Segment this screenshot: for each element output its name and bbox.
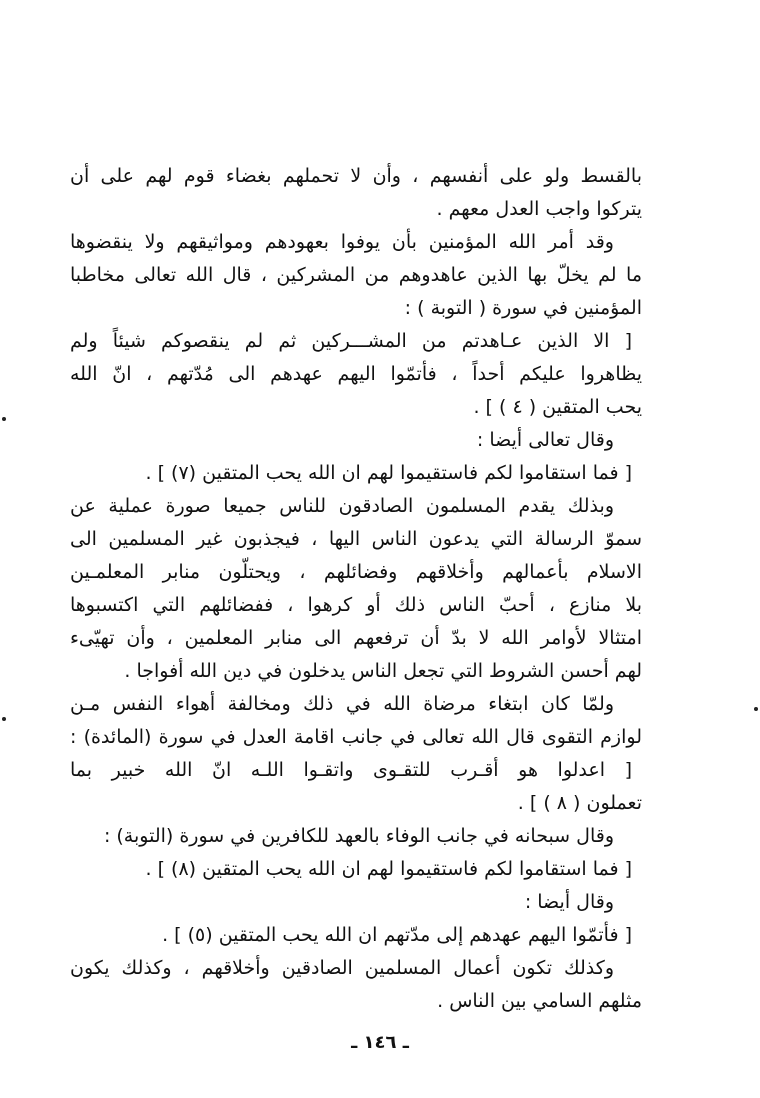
quran-verse-line: يحب المتقين ( ٤ ) ] . (473, 396, 642, 418)
text-line: بلا منازع ، أحبّ الناس ذلك أو كرهوا ، ففضائلهم التي اكتسبوها (70, 594, 642, 616)
quran-verse-line: يظاهروا عليكم أحداً ، فأتمّوا اليهم عهدهم الى مُدّتهم ، انّ الله (70, 363, 642, 385)
quran-verse-line: [ الا الذين عـاهدتم من المشـــركين ثم لم ينقصوكم شيئاً ولم (70, 330, 632, 352)
margin-speck (2, 717, 6, 721)
quran-verse-line: [ فما استقاموا لكم فاستقيموا لهم ان الله يحب المتقين (٧) ] . (145, 462, 632, 484)
text-line: امتثالا لأوامر الله لا بدّ أن ترفعهم الى منابر المعلمين ، وأن تهيّىء (70, 627, 642, 649)
margin-speck (2, 417, 6, 421)
quran-verse-line: [ فما استقاموا لكم فاستقيموا لهم ان الله يحب المتقين (٨) ] . (145, 858, 632, 880)
text-line: سموّ الرسالة التي يدعون الناس اليها ، فيجذبون غير المسلمين الى (70, 528, 642, 550)
text-line: المؤمنين في سورة ( التوبة ) : (404, 297, 642, 319)
text-line: وقد أمر الله المؤمنين بأن يوفوا بعهودهم ومواثيقهم ولا ينقضوها (70, 231, 614, 253)
text-line: مثلهم السامي بين الناس . (437, 990, 642, 1012)
page-text (70, 160, 642, 1018)
text-line: لهم أحسن الشروط التي تجعل الناس يدخلون في دين الله أفواجا . (124, 660, 642, 682)
quran-verse-line: تعملون ( ٨ ) ] . (517, 792, 642, 814)
quran-verse-line: [ اعدلوا هو أقـرب للتقـوى واتقـوا اللـه انّ الله خبير بما (70, 759, 632, 781)
text-line: وقال سبحانه في جانب الوفاء بالعهد للكافرين في سورة (التوبة) : (103, 825, 614, 847)
text-line: بالقسط ولو على أنفسهم ، وأن لا تحملهم بغضاء قوم لهم على أن (70, 165, 642, 187)
margin-speck (754, 707, 758, 711)
text-line: يتركوا واجب العدل معهم . (436, 198, 642, 220)
text-line: ولمّا كان ابتغاء مرضاة الله في ذلك ومخالفة أهواء النفس مـن (70, 693, 614, 715)
text-line: وبذلك يقدم المسلمون الصادقون للناس جميعا صورة عملية عن (70, 495, 614, 517)
text-line: وقال تعالى أيضا : (476, 429, 614, 451)
text-line: ما لم يخلّ بها الذين عاهدوهم من المشركين ، قال الله تعالى مخاطبا (70, 264, 642, 286)
text-line: وكذلك تكون أعمال المسلمين الصادقين وأخلاقهم ، وكذلك يكون (70, 957, 614, 979)
text-line: وقال أيضا : (524, 891, 614, 913)
text-line: الاسلام بأعمالهم وأخلاقهم وفضائلهم ، ويحتلّون منابر المعلمـين (70, 561, 642, 583)
text-line: لوازم التقوى قال الله تعالى في جانب اقامة العدل في سورة (المائدة) : (70, 726, 642, 748)
page-number: ـ ١٤٦ ـ (351, 1032, 409, 1053)
quran-verse-line: [ فأتمّوا اليهم عهدهم إلى مدّتهم ان الله يحب المتقين (٥) ] . (162, 924, 632, 946)
